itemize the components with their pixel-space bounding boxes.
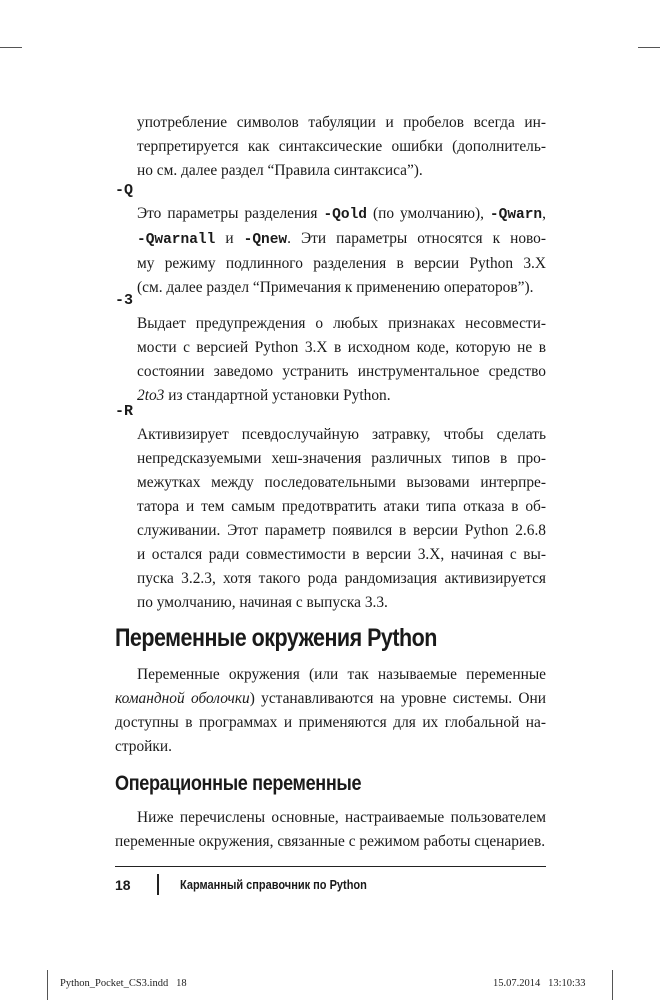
subsection-heading: Операционные переменные: [115, 772, 362, 795]
text-line: непредсказуемыми хеш-значения различных типов в про-: [137, 450, 546, 467]
text-line: Выдает предупреждения о любых признаках несовмести-: [137, 315, 546, 332]
option-flag-q: -Q: [115, 182, 134, 199]
slug-datetime: 15.07.2014 13:10:33: [493, 978, 586, 989]
text-line: употребление символов табуляции и пробелов всегда ин-: [137, 114, 546, 131]
text-line: 2to3 из стандартной установки Python.: [137, 387, 391, 404]
crop-mark-right-vertical: [612, 970, 613, 1000]
text-line: (см. далее раздел “Примечания к применению операторов”).: [137, 279, 534, 296]
option-q-description: [137, 202, 546, 300]
code-qnew: -Qnew: [243, 232, 288, 248]
text-line: состоянии заведомо устранить инструментальное средство: [137, 363, 546, 380]
text-line: терпретируется как синтаксические ошибки (дополнитель-: [137, 138, 546, 155]
crop-mark-left-vertical: [47, 970, 48, 1000]
text-line: и остался ради совместимости в версии 3.X, начиная с вы-: [137, 546, 546, 563]
subsection-paragraph: [115, 806, 546, 854]
text-line: пуска 3.2.3, хотя такого рода рандомизация активизируется: [137, 570, 546, 587]
crop-mark-top-right: [638, 47, 660, 48]
italic-term: командной оболочки: [115, 690, 250, 707]
option-flag-r: -R: [115, 403, 134, 420]
text-line: служивании. Этот параметр появился в версии Python 2.6.8: [137, 522, 546, 539]
text-line: му режиму подлинного разделения в версии Python 3.X: [137, 255, 546, 272]
code-qwarn: -Qwarn: [489, 207, 543, 223]
footer-rule: [115, 866, 546, 867]
text-line: стройки.: [115, 738, 172, 755]
text-line: но см. далее раздел “Правила синтаксиса”).: [137, 162, 423, 179]
text-line: командной оболочки) устанавливаются на уровне системы. Они: [115, 690, 546, 707]
text-line: переменные окружения, связанные с режимом работы сценариев.: [115, 833, 546, 850]
tool-name-2to3: 2to3: [137, 387, 165, 404]
option-r-description: [137, 423, 546, 615]
option-flag-3: -3: [115, 292, 134, 309]
text-line: Ниже перечислены основные, настраиваемые пользователем: [137, 809, 546, 826]
crop-mark-top-left: [0, 47, 22, 48]
text-line: татора и тем самым предотвратить атаки типа отказа в об-: [137, 498, 546, 515]
text-line: Это параметры разделения -Qold (по умолчанию), -Qwarn,: [137, 205, 546, 223]
text-line: Переменные окружения (или так называемые переменные: [137, 666, 546, 683]
code-qold: -Qold: [323, 207, 367, 223]
text-line: по умолчанию, начиная с выпуска 3.3.: [137, 594, 388, 611]
option-3-description: [137, 312, 546, 408]
continuation-paragraph: [137, 111, 546, 183]
page-number: 18: [115, 877, 131, 893]
text-line: -Qwarnall и -Qnew. Эти параметры относятся к ново-: [137, 230, 547, 248]
code-qwarnall: -Qwarnall: [137, 232, 216, 248]
text-line: Активизирует псевдослучайную затравку, чтобы сделать: [137, 426, 546, 443]
section-intro-paragraph: [115, 663, 546, 759]
text-line: доступны в программах и применяются для их глобальной на-: [115, 714, 546, 731]
footer-separator: [157, 874, 159, 895]
section-heading: Переменные окружения Python: [115, 624, 437, 652]
text-line: межутках между последовательными вызовами интерпре-: [137, 474, 546, 491]
running-footer-title: Карманный справочник по Python: [180, 878, 367, 892]
slug-filename: Python_Pocket_CS3.indd 18: [60, 978, 187, 989]
text-line: мости с версией Python 3.X в исходном коде, которую не в: [137, 339, 546, 356]
